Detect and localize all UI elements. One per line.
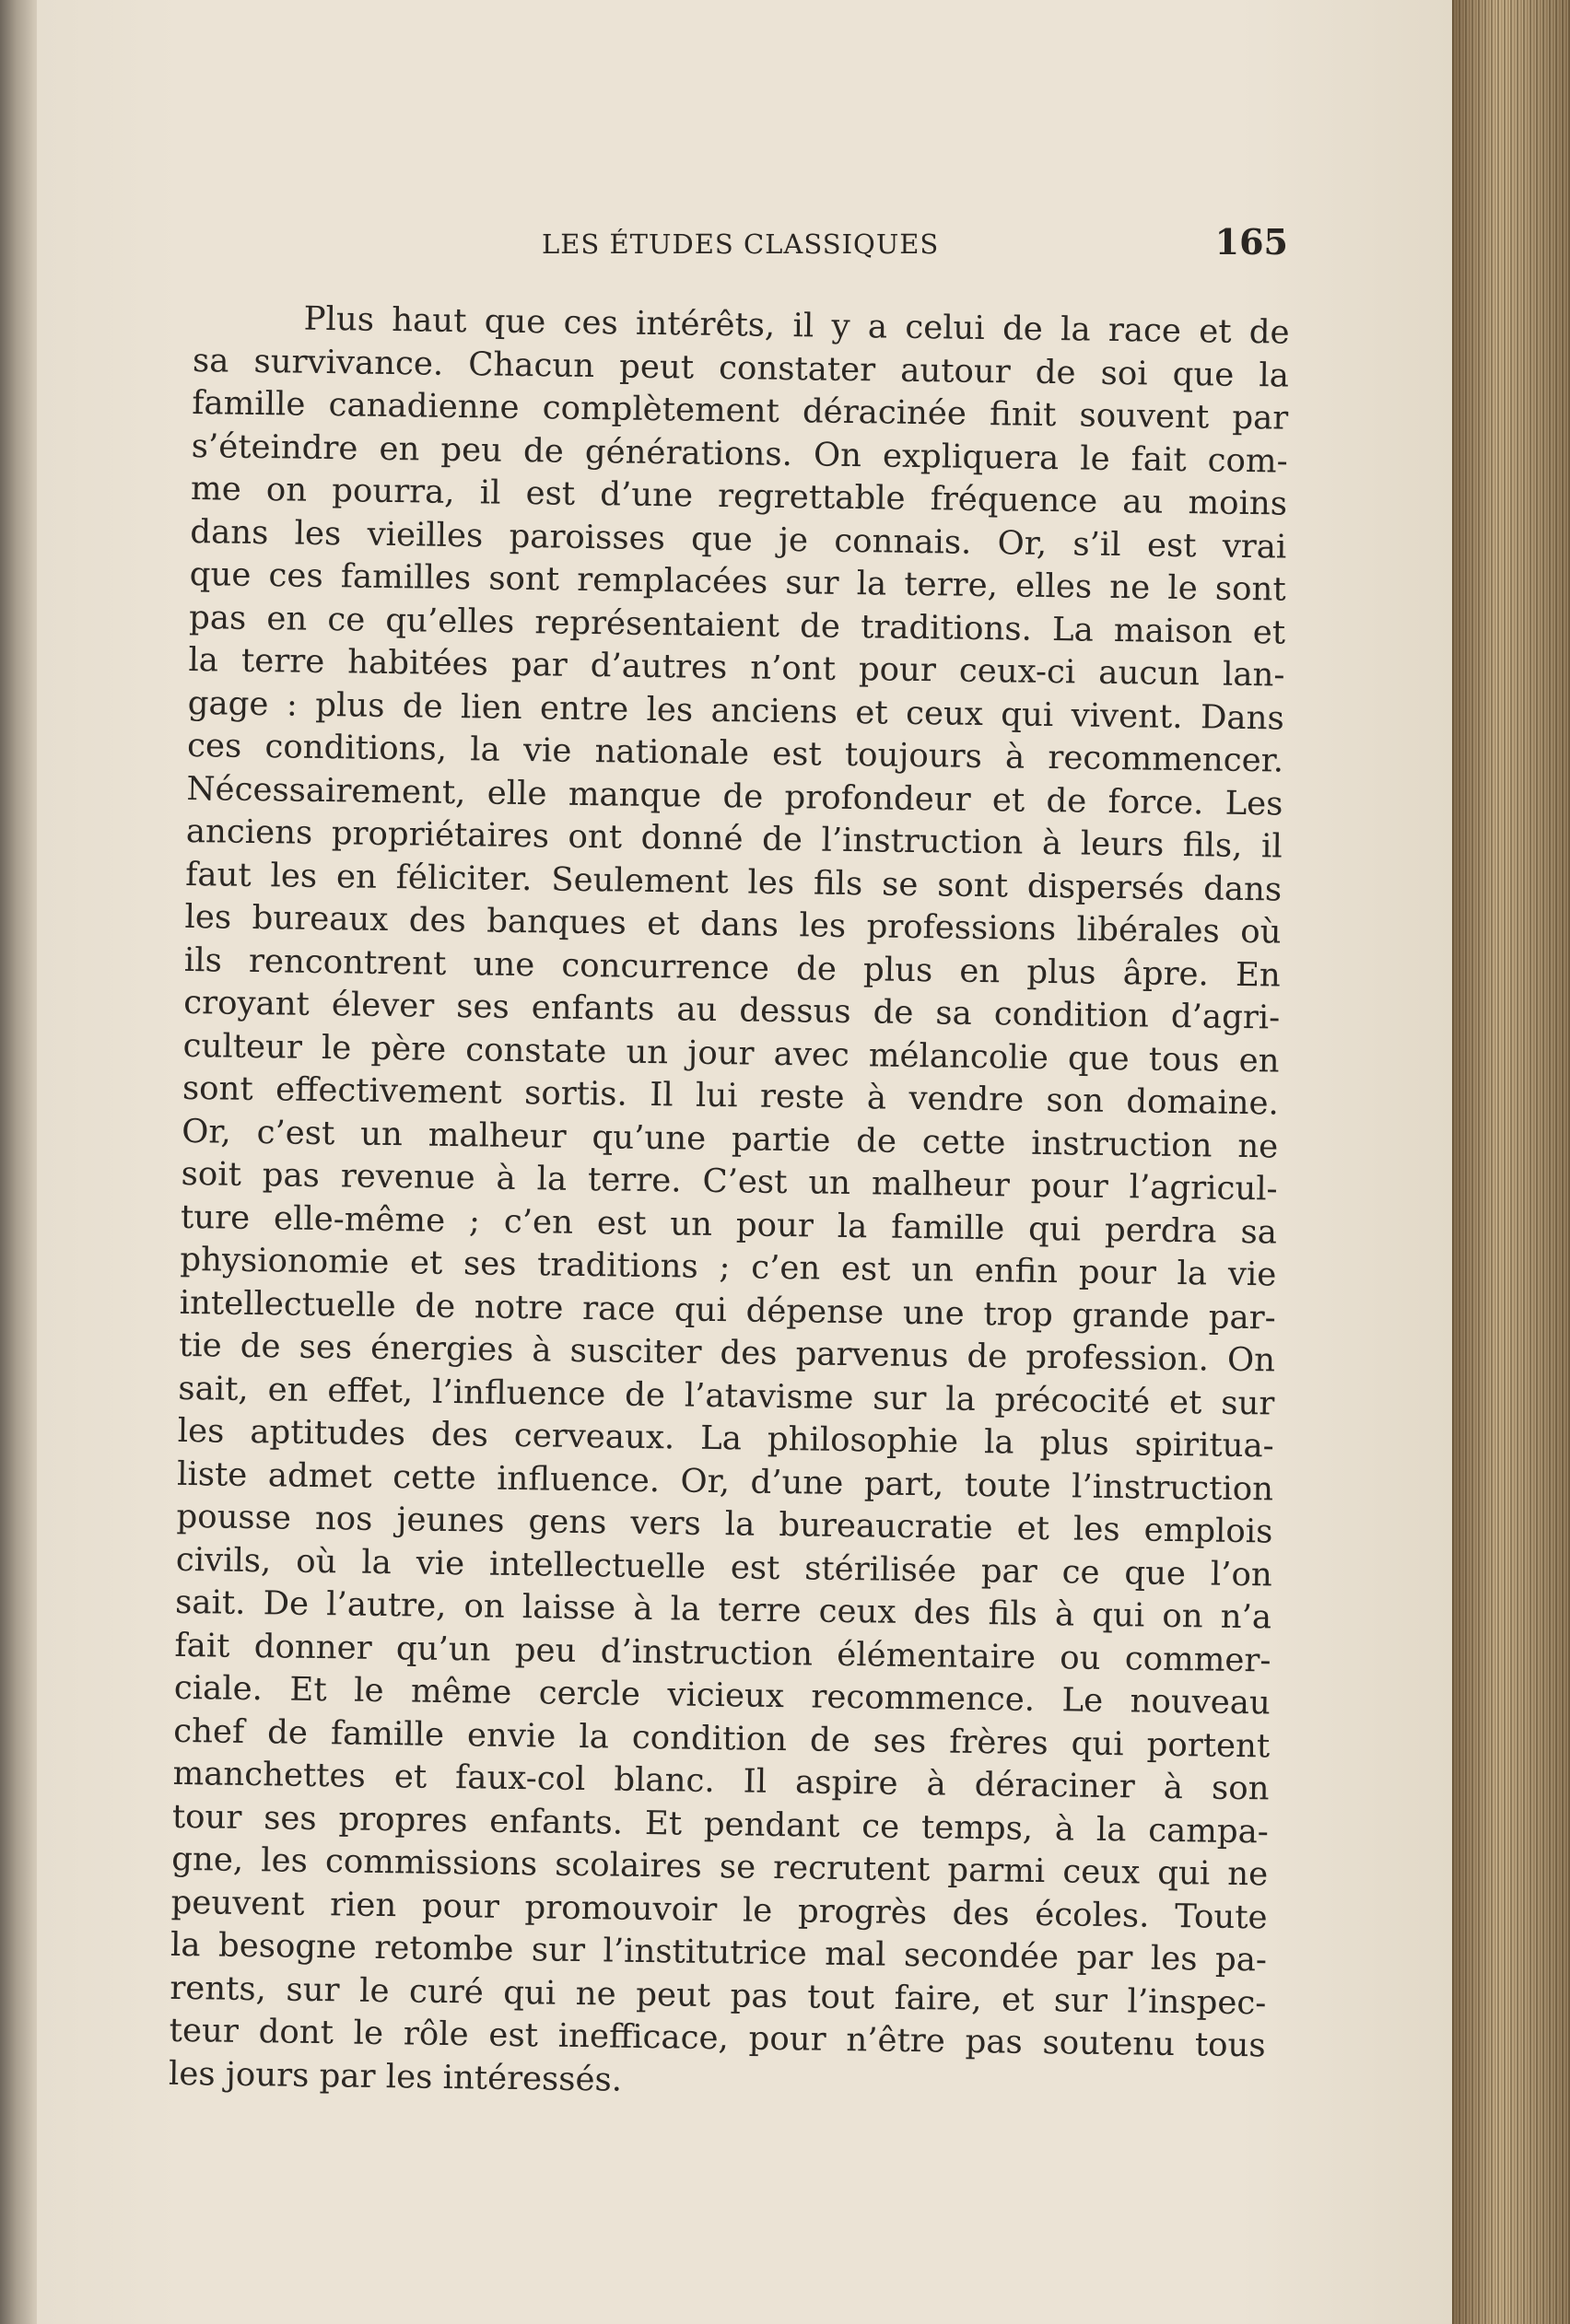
text-line: fait donner qu’un peu d’instruction élémentaire ou commer- (174, 1626, 1271, 1679)
text-line: ils rencontrent une concurrence de plus en plus âpre. En (183, 940, 1282, 995)
text-line: Plus haut que ces intérêts, il y a celui de la race et de (303, 299, 1290, 352)
page-number: 165 (1214, 221, 1288, 263)
text-line: intellectuelle de notre race qui dépense une trop grande par- (179, 1283, 1276, 1337)
running-title: LES ÉTUDES CLASSIQUES (542, 228, 940, 260)
text-line: faut les en féliciter. Seulement les fils se sont dispersés dans (184, 855, 1283, 909)
text-line: ces conditions, la vie nationale est toujours à recommencer. (186, 726, 1284, 780)
text-line: peuvent rien pour promouvoir le progrès des écoles. Toute (170, 1883, 1268, 1936)
text-line: tie de ses énergies à susciter des parvenus de profession. On (178, 1325, 1276, 1380)
book-gutter-shadow (0, 0, 37, 2324)
text-line: rents, sur le curé qui ne peut pas tout faire, et sur l’inspec- (170, 1968, 1267, 2022)
text-line: civils, où la vie intellectuelle est stérilisée par ce que l’on (175, 1540, 1273, 1594)
text-line: sa survivance. Chacun peut constater autour de soi que la (192, 341, 1290, 395)
text-line: culteur le père constate un jour avec mélancolie que tous en (182, 1026, 1280, 1080)
text-line: chef de famille envie la condition de ses frères qui portent (172, 1711, 1271, 1765)
book-page-edges (1452, 0, 1570, 2324)
text-line: dans les vieilles paroisses que je connais. Or, s’il est vrai (190, 512, 1287, 566)
text-line: anciens propriétaires ont donné de l’instruction à leurs fils, il (185, 812, 1283, 866)
text-line: les aptitudes des cerveaux. La philosophie la plus spiritua- (177, 1411, 1274, 1466)
page-header (542, 221, 1297, 276)
text-line: manchettes et faux-col blanc. Il aspire à déraciner à son (172, 1754, 1270, 1808)
text-line: les jours par les intéressés. (168, 2054, 623, 2099)
text-line: s’éteindre en peu de générations. On expliquera le fait com- (191, 426, 1288, 481)
text-line: me on pourra, il est d’une regrettable fréquence au moins (190, 469, 1288, 523)
text-line: croyant élever ses enfants au dessus de sa condition d’agri- (183, 983, 1281, 1037)
text-line: Nécessairement, elle manque de profondeur et de force. Les (186, 769, 1283, 823)
body-paragraph (169, 297, 1290, 2110)
text-line: pousse nos jeunes gens vers la bureaucratie et les emplois (176, 1497, 1273, 1551)
text-line: la besogne retombe sur l’institutrice mal secondée par les pa- (170, 1925, 1268, 1979)
text-line: soit pas revenue à la terre. C’est un malheur pour l’agricul- (181, 1154, 1278, 1209)
text-line: sait, en effet, l’influence de l’atavisme sur la précocité et sur (178, 1369, 1275, 1422)
text-line: gage : plus de lien entre les anciens et ceux qui vivent. Dans (187, 683, 1285, 738)
text-line: la terre habitées par d’autres n’ont pour ceux-ci aucun lan- (188, 640, 1285, 695)
text-line: famille canadienne complètement déracinée finit souvent par (192, 383, 1289, 438)
text-line: tour ses propres enfants. Et pendant ce temps, à la campa- (171, 1797, 1270, 1851)
text-line: ciale. Et le même cercle vicieux recommence. Le nouveau (173, 1668, 1271, 1723)
text-line: physionomie et ses traditions ; c’en est un enfin pour la vie (180, 1240, 1277, 1294)
text-line: les bureaux des banques et dans les professions libérales où (184, 897, 1282, 952)
text-line: pas en ce qu’elles représentaient de traditions. La maison et (188, 598, 1286, 652)
text-line: gne, les commissions scolaires se recrutent parmi ceux qui ne (171, 1839, 1269, 1894)
text-line: liste admet cette influence. Or, d’une part, toute l’instruction (176, 1454, 1274, 1508)
book-page (37, 0, 1452, 2324)
text-line: sont effectivement sortis. Il lui reste à vendre son domaine. (182, 1069, 1280, 1123)
text-line: ture elle-même ; c’en est un pour la famille qui perdra sa (180, 1197, 1278, 1252)
text-line: que ces familles sont remplacées sur la terre, elles ne le sont (189, 555, 1286, 609)
text-line: sait. De l’autre, on laisse à la terre ceux des fils à qui on n’a (174, 1582, 1272, 1637)
text-line: Or, c’est un malheur qu’une partie de cette instruction ne (182, 1112, 1279, 1166)
text-line: teur dont le rôle est inefficace, pour n’être pas soutenu tous (169, 2011, 1266, 2065)
